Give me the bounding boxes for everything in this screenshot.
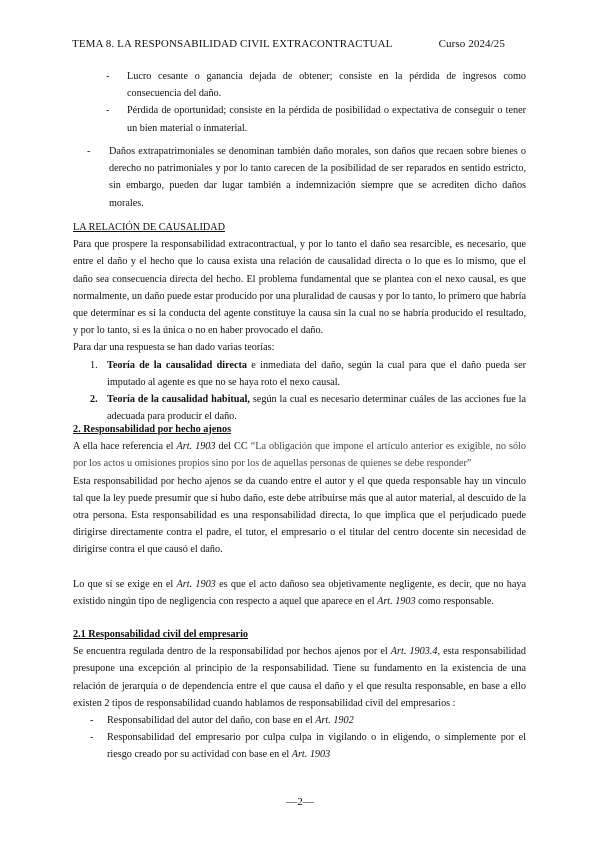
text-run: Responsabilidad del empresario por culpa culpa in vigilando o in eligendo, o simplemente por el riesgo creado por su actividad con base en el — [107, 732, 526, 761]
theory-title: Teoría de la causalidad habitual, — [107, 394, 250, 406]
page-number: —2— — [286, 796, 314, 808]
article-ref: Art. 1903.4, — [390, 646, 441, 658]
list-item — [73, 68, 526, 102]
section-heading: LA RELACIÓN DE CAUSALIDAD — [73, 222, 225, 233]
bullet-text: Pérdida de oportunidad; consiste en la pérdida de posibilidad o expectativa de conseguir o tener un bien material o inmaterial. — [127, 105, 526, 134]
bullet-dash: - — [87, 146, 91, 157]
ajenos-section — [73, 421, 526, 610]
paragraph — [73, 576, 526, 610]
paragraph: Esta responsabilidad por hecho ajenos se da cuando entre el autor y el que queda responsable hay un vínculo tal que la ley puede presumir que si hubo daño, este debe atribuirse más que al autor material, al descuido de la otra persona. Esta responsabilidad es una responsabilidad directa, lo que implica que el perjudicado puede dirigirse directamente contra el padre, el tutor, el empresario o el titular del centro docente sin necesidad de dirigirse contra el que causó el daño. — [73, 475, 526, 556]
text-run: como responsable. — [415, 595, 494, 607]
text-run: Se encuentra regulada dentro de la responsabilidad por hechos ajenos por el — [73, 646, 391, 658]
list-item — [73, 102, 526, 136]
section-heading: 2.1 Responsabilidad civil del empresario — [73, 629, 248, 640]
theory-title: Teoría de la causalidad directa — [107, 359, 247, 371]
empresario-section — [73, 626, 526, 764]
text-run: Responsabilidad del autor del daño, con base en el — [107, 715, 316, 727]
text-run: Lo que sí se exige en el — [73, 578, 177, 590]
text-run: A ella hace referencia el — [73, 441, 177, 453]
paragraph: Para que prospere la responsabilidad extracontractual, y por lo tanto el daño sea resarcible, es necesario, que entre el daño y el hecho que lo causa exista una relación de causalidad directa o lo que es lo mismo, que el daño sea consecuencia directa del hecho. El problema fundamental que se plantea con el nexo causal, es que normalmente, un daño puede estar producido por una pluralidad de causas y por lo tanto, lo primero que habría que determinar es si la conducta del agente constituye la causa sin la cual no se habría producido el resultado, y por lo tanto, si es la única o no en haber provocado el daño. — [73, 239, 526, 337]
text-run: es que el acto dañoso sea objetivamente negligente, es decir, que no haya existido ningún tipo de negligencia con respecto a aquel que aparece en el — [73, 578, 526, 607]
theory-text: según la cual es necesario determinar cuáles de las acciones fue la adecuada para producir el daño. — [107, 394, 526, 423]
article-ref: Art. 1902 — [315, 715, 354, 727]
article-ref: Art. 1903 — [291, 749, 331, 761]
paragraph — [73, 438, 526, 472]
text-run: esta responsabilidad presupone una excepción al principio de la responsabilidad. Tiene su fundamento en la existencia de una relación de jerarquía o de dependencia entre el que causa el daño y el que resulta responsable, en base a ello existen 2 tipos de responsabilidad cuando hablamos de responsabilidad civil del empresarios : — [73, 646, 527, 709]
bullet-text — [107, 729, 526, 763]
bullet-dash: - — [90, 715, 94, 727]
theory-text: e inmediata del daño, según la cual para que el daño pueda ser imputado al agente es que no se haya roto el nexo causal. — [107, 359, 526, 388]
paragraph — [73, 643, 526, 712]
causalidad-section — [73, 219, 526, 425]
article-ref: Art. 1903 — [176, 441, 216, 453]
list-text — [107, 357, 526, 391]
extrapatrimonial-block — [73, 143, 526, 212]
bullets-top — [73, 68, 526, 137]
list-item — [73, 143, 526, 212]
list-number: 2. — [90, 394, 98, 406]
text-run: del CC — [215, 441, 248, 453]
list-item — [73, 729, 526, 763]
list-item — [73, 712, 526, 729]
article-ref: Art. 1903 — [176, 578, 216, 590]
bullet-dash: - — [106, 71, 110, 82]
course-label: Curso 2024/25 — [438, 38, 505, 50]
bullet-dash: - — [90, 732, 94, 744]
bullet-text: Daños extrapatrimoniales se denominan también daño morales, son daños que recaen sobre bienes o derecho no patrimoniales y por lo tanto carecen de la posibilidad de ser reparados en sentido estricto, sin embargo, pueden dar lugar también a indemnización siempre que se acrediten dicho daños morales. — [109, 146, 526, 209]
section-heading: 2. Responsabilidad por hecho ajenos — [73, 424, 232, 435]
page-header — [72, 38, 505, 50]
bullet-text — [107, 712, 526, 729]
paragraph: Para dar una respuesta se han dado varias teorías: — [73, 342, 275, 354]
legal-quote: “La obligación que impone el artículo anterior es exigible, no sólo por los actos u omisiones propios sino por los de aquellas personas de quienes se debe responder” — [73, 441, 526, 470]
article-ref: Art. 1903 — [377, 595, 416, 607]
list-item — [73, 357, 526, 391]
list-number: 1. — [90, 359, 98, 371]
bullet-text: Lucro cesante o ganancia dejada de obtener; consiste en la pérdida de ingresos como consecuencia del daño. — [127, 71, 526, 100]
bullet-dash: - — [106, 105, 110, 117]
document-title: TEMA 8. LA RESPONSABILIDAD CIVIL EXTRACONTRACTUAL — [72, 38, 393, 50]
